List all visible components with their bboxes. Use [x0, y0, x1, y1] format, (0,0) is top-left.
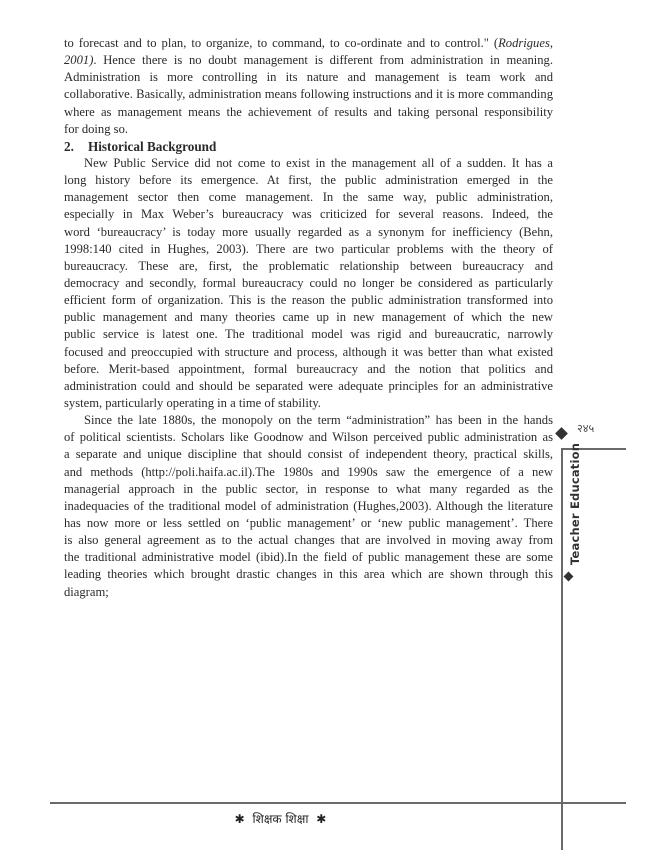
text-line: diagram;: [64, 584, 109, 599]
text-line: administration could and should be separated were adequate principles for an administrative: [64, 378, 553, 393]
body-text: [64, 35, 553, 601]
text-line: New Public Service did not come to exist in the management all of a sudden. It has a: [84, 155, 553, 170]
page-number: २४५: [577, 422, 595, 435]
citation: 2001): [64, 53, 94, 68]
text-line: Administration is more controlling in its nature and management is team work and: [64, 70, 553, 85]
diamond-bullet-icon: [564, 572, 574, 582]
text-line: word ‘bureaucracy’ is today more usually regarded as a synonym for inefficiency (Behn,: [64, 224, 553, 239]
text-run: . Hence there is no doubt management is different from administration in meaning.: [93, 53, 553, 68]
text-line: system, particularly operating in a time of stability.: [64, 395, 321, 410]
text-line: is also general agreement as to the actual changes that are involved in moving away from: [64, 533, 553, 548]
text-line: for doing so.: [64, 121, 129, 136]
text-line: a separate and unique discipline that should consist of independent theory, practical skills,: [64, 447, 553, 462]
text-line: Since the late 1880s, the monopoly on the term “administration” has been in the hands: [84, 413, 553, 428]
text-line: of political scientists. Scholars like Goodnow and Wilson perceived public administration as: [64, 430, 553, 445]
text-line: long history before its emergence. At first, the public administration emerged in the: [64, 173, 553, 188]
text-line: management sector then come management. In the same way, public administration,: [64, 190, 553, 205]
text-line: has now more or less settled on ‘public management’ or ‘new public management’. There: [64, 515, 553, 530]
text-line: public management and many theories came up in new management of which the new: [64, 310, 553, 325]
text-line: democracy and secondly, formal bureaucracy could no longer be considered as particularly: [64, 275, 553, 290]
section-title: Historical Background: [88, 138, 217, 154]
running-footer: [0, 810, 561, 827]
text-line: public service is latest one. The traditional model was rigid and bureaucratic, narrowly: [64, 327, 553, 342]
citation: Rodrigues,: [498, 36, 553, 50]
margin-rule: [561, 448, 563, 850]
star-icon: ✱: [234, 812, 245, 826]
text-line: the traditional administrative model (ibid).In the field of public management these are some: [64, 550, 553, 565]
text-line: and methods (http://poli.haifa.ac.il).The 1980s and 1990s saw the emergence of a new: [64, 464, 553, 479]
text-line: where as management means the achievement of results and taking personal responsibility: [64, 104, 553, 119]
text-line: inadequacies of the traditional model of administration (Hughes,2003). Although the literature: [64, 498, 553, 513]
side-label: Teacher Education: [568, 442, 582, 565]
section-number: 2.: [64, 138, 74, 154]
footer-title: शिक्षक शिक्षा: [252, 812, 309, 826]
text-line: [64, 52, 553, 69]
text-line: [64, 35, 553, 52]
text-line: managerial approach in the public sector, in response to what many regarded as the: [64, 481, 553, 496]
text-line: bureaucracy. These are, first, the problematic relationship between bureaucracy and: [64, 258, 553, 273]
text-line: 1998:140 cited in Hughes, 2003). There are two particular problems with the theory of: [64, 241, 553, 256]
star-icon: ✱: [316, 812, 327, 826]
diamond-bullet-icon: [555, 427, 568, 440]
text-line: before. Merit-based appointment, formal bureaucracy and the notion that politics and: [64, 361, 553, 376]
footer-rule: [50, 802, 626, 804]
text-line: efficient form of organization. This is the reason the public administration transformed into: [64, 293, 553, 308]
section-heading: [64, 138, 553, 155]
text-line: collaborative. Basically, administration means following instructions and it is more commanding: [64, 87, 553, 102]
text-line: especially in Max Weber’s bureaucracy was criticized for several reasons. Indeed, the: [64, 207, 553, 222]
text-line: leading theories which brought drastic changes in this area which are shown through this: [64, 567, 553, 582]
text-line: focused and preoccupied with structure and process, although it was better than what existed: [64, 344, 553, 359]
text-run: to forecast and to plan, to organize, to command, to co-ordinate and to control." (: [64, 36, 499, 50]
